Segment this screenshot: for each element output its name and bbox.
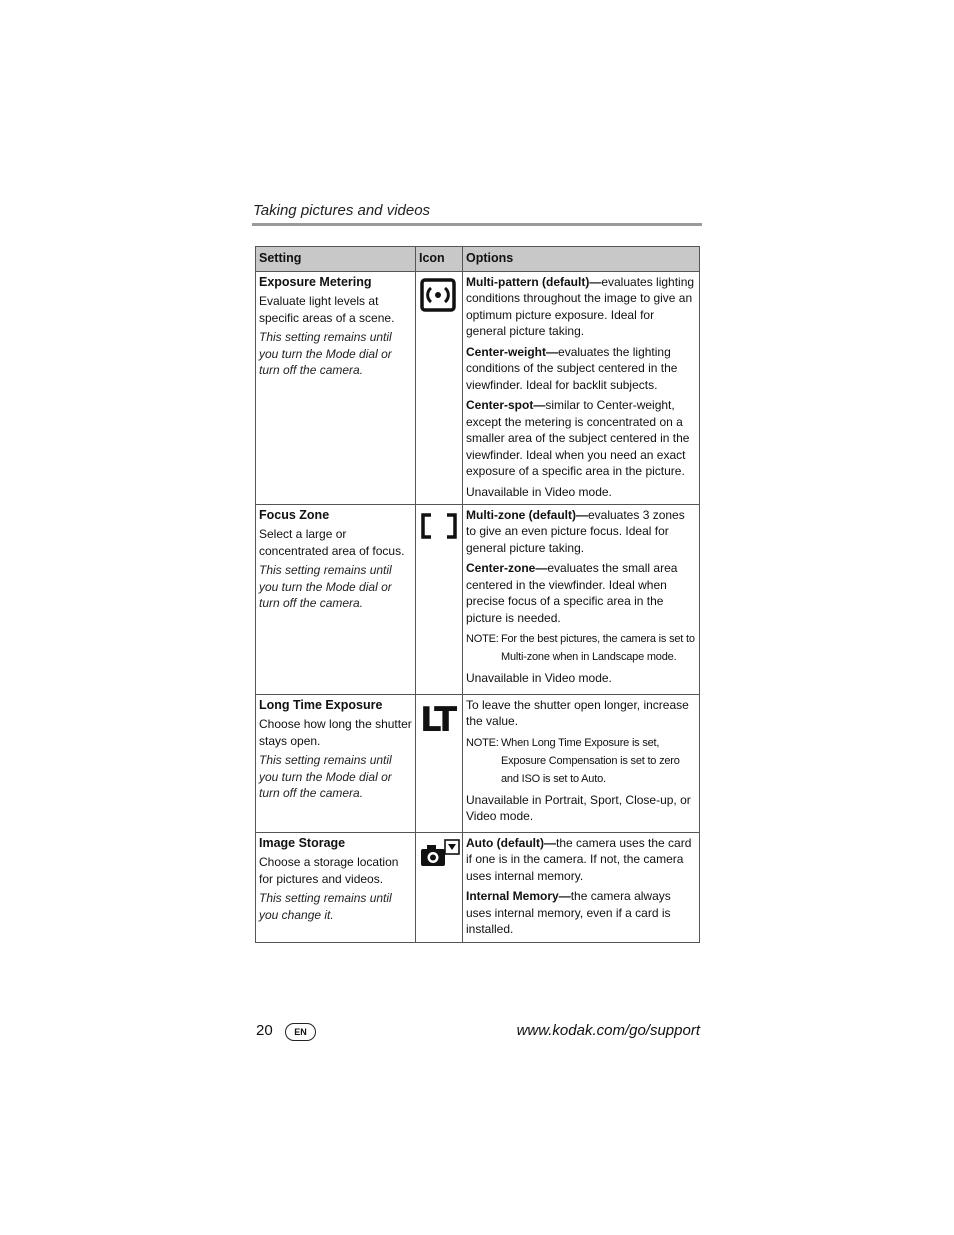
setting-name: Image Storage [259, 835, 346, 850]
setting-note: This setting remains until you turn the Mode dial or turn off the camera. [259, 330, 392, 377]
column-header-setting: Setting [256, 247, 416, 272]
option-intro: To leave the shutter open longer, increase the value. [466, 697, 689, 728]
option-term: Center-weight— [466, 344, 559, 359]
column-header-options: Options [463, 247, 700, 272]
setting-description: Evaluate light levels at specific areas of a scene. [259, 294, 395, 325]
option-center-zone [466, 560, 696, 626]
setting-note: This setting remains until you change it. [259, 891, 392, 922]
note-label: NOTE: [466, 736, 499, 749]
image-storage-icon [420, 839, 460, 869]
option-text: evaluates the lighting conditions of the subject centered in the viewfinder. Ideal for backlit subjects. [466, 344, 678, 392]
focus-zone-icon [420, 511, 458, 541]
table-row [256, 504, 700, 694]
option-center-spot [466, 397, 696, 480]
setting-cell [256, 694, 416, 832]
option-text: the camera uses the card if one is in the camera. If not, the camera uses internal memory. [466, 835, 692, 883]
availability-text: Unavailable in Portrait, Sport, Close-up, or Video mode. [466, 792, 691, 823]
running-head: Taking pictures and videos [253, 202, 431, 219]
icon-cell [416, 504, 463, 694]
note-block [466, 734, 696, 788]
setting-note: This setting remains until you turn the Mode dial or turn off the camera. [259, 753, 392, 800]
options-cell [463, 694, 700, 832]
icon-cell [416, 694, 463, 832]
setting-description: Choose a storage location for pictures and videos. [259, 855, 399, 886]
icon-cell [416, 271, 463, 504]
long-time-exposure-icon: LT [420, 699, 456, 740]
options-cell [463, 504, 700, 694]
language-badge: EN [285, 1023, 316, 1041]
option-term: Multi-pattern (default)— [466, 274, 602, 289]
option-text: evaluates the small area centered in the viewfinder. Ideal when precise focus of a specific area in the picture is needed. [466, 561, 678, 625]
option-internal-memory [466, 888, 696, 938]
option-text: evaluates lighting conditions throughout the image to give an optimum picture exposure. Ideal for general picture taking. [466, 274, 695, 338]
option-term: Auto (default)— [466, 835, 556, 850]
note-block [466, 630, 696, 666]
option-term: Internal Memory— [466, 889, 571, 903]
table-row [256, 271, 700, 504]
option-text: the camera always uses internal memory, even if a card is installed. [466, 889, 671, 936]
icon-cell [416, 832, 463, 942]
support-url: www.kodak.com/go/support [516, 1022, 700, 1039]
note-text: For the best pictures, the camera is set to Multi-zone when in Landscape mode. [501, 633, 695, 663]
column-header-icon: Icon [416, 247, 463, 272]
availability-text: Unavailable in Video mode. [466, 484, 612, 499]
options-cell [463, 832, 700, 942]
setting-note: This setting remains until you turn the Mode dial or turn off the camera. [259, 563, 392, 610]
option-term: Multi-zone (default)— [466, 507, 588, 522]
option-text: evaluates 3 zones to give an even picture focus. Ideal for general picture taking. [466, 507, 685, 555]
option-term: Center-spot— [466, 398, 546, 412]
page-number: 20 [256, 1022, 273, 1039]
option-multi-pattern [466, 274, 696, 340]
option-text: similar to Center-weight, except the metering is concentrated on a smaller area of the subject centered in the viewfinder. Ideal when you need an exact exposure of a specific area in the picture. [466, 398, 690, 478]
note-label: NOTE: [466, 633, 499, 645]
setting-description: Choose how long the shutter stays open. [259, 717, 412, 748]
note-text: When Long Time Exposure is set, Exposure Compensation is set to zero and ISO is set to Auto. [501, 736, 680, 785]
table-header-row [256, 247, 700, 272]
options-cell [463, 271, 700, 504]
setting-name: Focus Zone [259, 507, 330, 522]
table-row [256, 694, 700, 832]
header-rule [252, 223, 702, 226]
setting-name: Exposure Metering [259, 274, 372, 289]
setting-description: Select a large or concentrated area of focus. [259, 527, 405, 558]
table-row [256, 832, 700, 942]
setting-cell [256, 271, 416, 504]
settings-table [255, 246, 700, 943]
option-auto [466, 835, 696, 885]
option-term: Center-zone— [466, 561, 548, 575]
setting-name: Long Time Exposure [259, 697, 383, 712]
setting-cell [256, 832, 416, 942]
option-center-weight [466, 344, 696, 394]
setting-cell [256, 504, 416, 694]
exposure-metering-icon [420, 278, 456, 312]
availability-text: Unavailable in Video mode. [466, 671, 612, 685]
option-multi-zone [466, 507, 696, 557]
